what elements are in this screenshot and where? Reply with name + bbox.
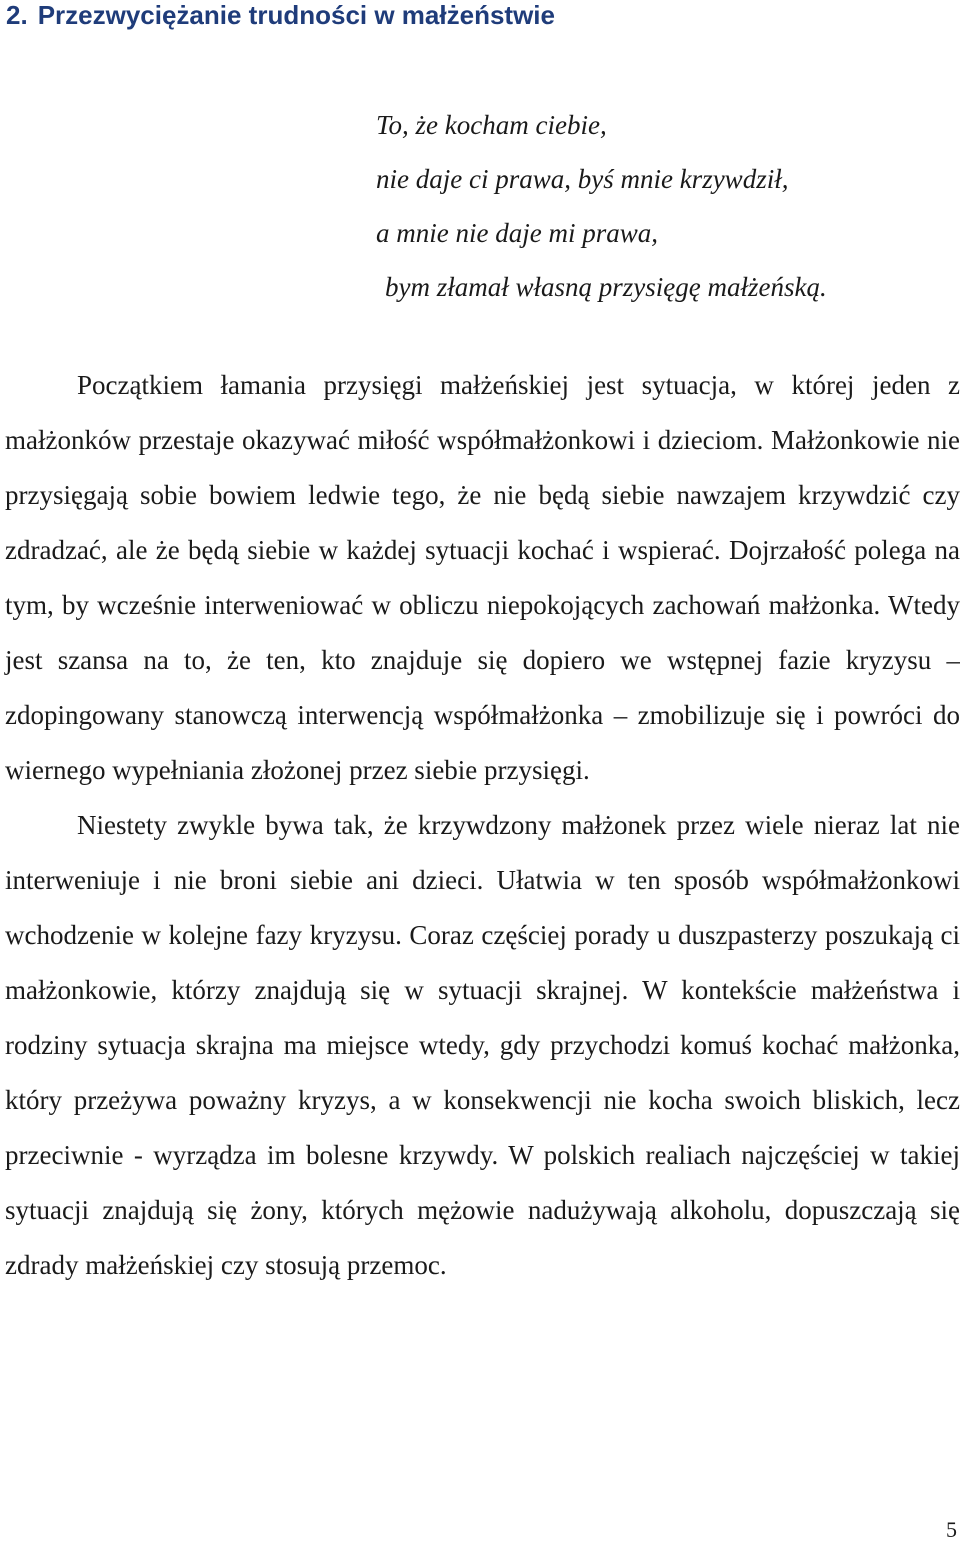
motto-line: To, że kocham ciebie, <box>376 110 607 140</box>
motto-verse <box>376 98 827 314</box>
page-number: 5 <box>946 1517 957 1542</box>
body-text <box>5 358 960 1293</box>
paragraph: Niestety zwykle bywa tak, że krzywdzony małżonek przez wiele nieraz lat nie interweniuje i nie broni siebie ani dzieci. Ułatwia w ten sposób współmałżonkowi wchodzenie w kolejne fazy kryzysu. Coraz częściej porady u duszpasterzy poszukają ci małżonkowie, którzy znajdują się w sytuacji skrajnej. W kontekście małżeństwa i rodziny sytuacja skrajna ma miejsce wtedy, gdy przychodzi komuś kochać małżonka, który przeżywa poważny kryzys, a w konsekwencji nie kocha swoich bliskich, lecz przeciwnie - wyrządza im bolesne krzywdy. W polskich realiach najczęściej w takiej sytuacji znajdują się żony, których mężowie nadużywają alkoholu, dopuszczają się zdrady małżeńskiej czy stosują przemoc. <box>5 810 960 1280</box>
motto-line: a mnie nie daje mi prawa, <box>376 218 658 248</box>
section-title: Przezwyciężanie trudności w małżeństwie <box>37 0 555 30</box>
section-number: 2. <box>6 0 28 30</box>
section-heading <box>6 0 555 30</box>
motto-line: bym złamał własną przysięgę małżeńską. <box>385 272 827 302</box>
motto-line: nie daje ci prawa, byś mnie krzywdził, <box>376 164 789 194</box>
paragraph: Początkiem łamania przysięgi małżeńskiej jest sytuacja, w której jeden z małżonków przestaje okazywać miłość współmałżonkowi i dzieciom. Małżonkowie nie przysięgają sobie bowiem ledwie tego, że nie będą siebie nawzajem krzywdzić czy zdradzać, ale że będą siebie w każdej sytuacji kochać i wspierać. Dojrzałość polega na tym, by wcześnie interweniować w obliczu niepokojących zachowań małżonka. Wtedy jest szansa na to, że ten, kto znajduje się dopiero we wstępnej fazie kryzysu – zdopingowany stanowczą interwencją współmałżonka – zmobilizuje się i powróci do wiernego wypełniania złożonej przez siebie przysięgi. <box>5 370 960 785</box>
